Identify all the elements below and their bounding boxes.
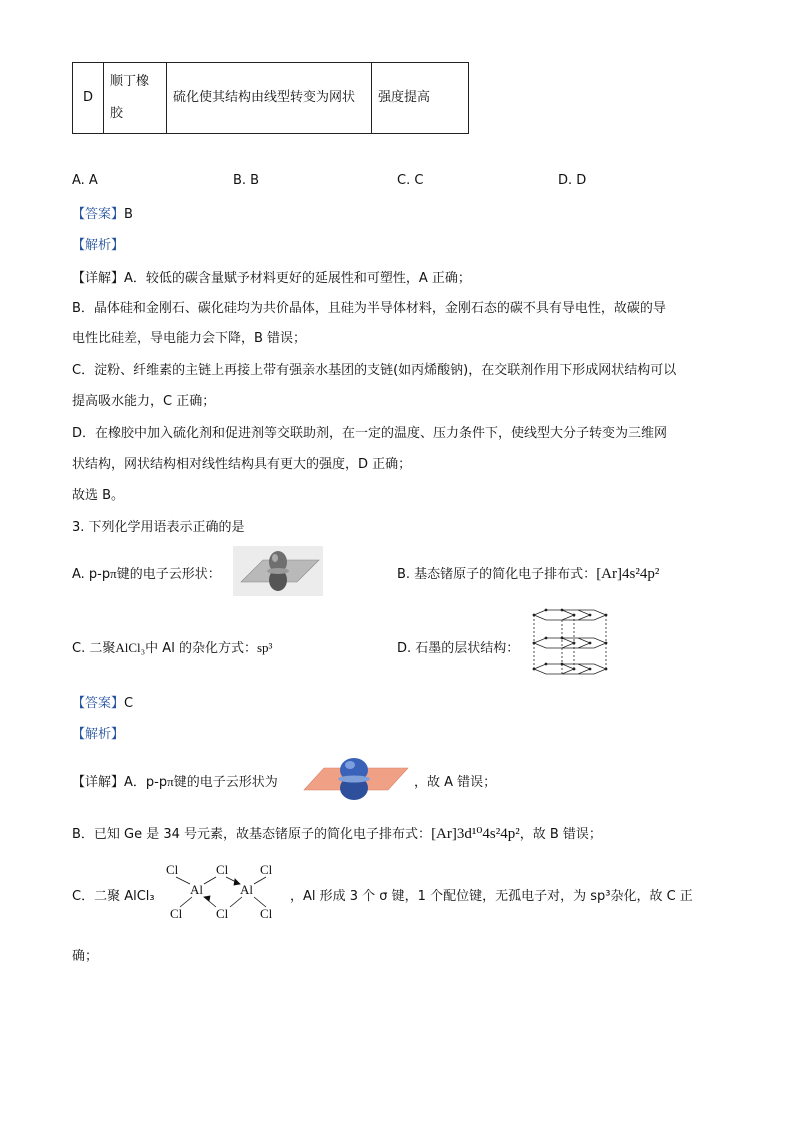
al-atom: Al <box>240 882 253 897</box>
graphite-structure-image <box>528 606 612 680</box>
graphite-layer <box>534 638 606 648</box>
q3-detail-c-pre: C．二聚 AlCl₃ <box>72 889 155 904</box>
answer-tag: 【答案】 <box>72 207 125 222</box>
explanation-c1: C．淀粉、纤维素的主链上再接上带有强亲水基团的支链(如丙烯酸钠)，在交联剂作用下形成网状结构可以 <box>72 363 677 378</box>
q3-option-b <box>397 563 659 583</box>
detail-pi-symbol: π <box>167 774 174 789</box>
explanation-b2: 电性比硅差，导电能力会下降，B 错误； <box>72 331 307 346</box>
answer-value: B <box>124 207 133 222</box>
option-c: C. C <box>397 173 424 188</box>
detail-a-mid: 键的电子云形状为 <box>173 775 278 790</box>
q3-a-text: 键的电子云形状： <box>116 567 221 582</box>
b-formula: [Ar]4s²4p² <box>596 566 660 582</box>
q3-option-c <box>72 637 272 656</box>
row-label: D <box>73 63 104 134</box>
options-table <box>72 62 469 134</box>
pi-symbol: π <box>110 566 117 581</box>
option-b: B. B <box>233 173 260 188</box>
explanation-a <box>72 267 471 286</box>
option-d: D. D <box>558 173 587 188</box>
detail-b-pre: B．已知 Ge 是 34 号元素，故基态锗原子的简化电子排布式： <box>72 827 432 842</box>
cl-atom: Cl <box>260 862 273 877</box>
cl-atom: Cl <box>216 906 229 921</box>
alcl3-dimer-structure <box>158 860 288 922</box>
c-chem: AlCl₃ <box>115 640 146 655</box>
detail-a-pre: A．p-p <box>124 775 168 790</box>
q3-a-label: A. p-p <box>72 567 111 582</box>
material-cell: 顺丁橡胶 <box>104 63 167 134</box>
cl-atom: Cl <box>166 862 179 877</box>
explanation-b1: B．晶体硅和金刚石、碳化硅均为共价晶体，且硅为半导体材料，金刚石态的碳不具有导电性，故碳的导 <box>72 301 666 316</box>
conclusion: 故选 B。 <box>72 488 125 503</box>
detail-a-post: ，故 A 错误； <box>414 775 497 790</box>
graphite-layer <box>534 664 606 674</box>
q3-b-label: B. 基态锗原子的简化电子排布式： <box>397 567 597 582</box>
explanation-d1: D．在橡胶中加入硫化剂和促进剂等交联助剂，在一定的温度、压力条件下，使线型大分子转变为三维网 <box>72 426 668 441</box>
pi-cloud-image <box>300 756 412 802</box>
q3-answer-tag: 【答案】 <box>72 696 125 711</box>
cl-atom: Cl <box>260 906 273 921</box>
sigma-cloud-image <box>233 546 323 596</box>
q3-detail-a <box>72 771 278 790</box>
process-cell: 硫化使其结构由线型转变为网状 <box>167 63 372 134</box>
q3-detail-tag: 【详解】 <box>72 775 125 790</box>
q3-detail-c-post: ，Al 形成 3 个 σ 键，1 个配位键，无孤电子对，为 sp³杂化，故 C 正 <box>290 889 693 904</box>
graphite-layer <box>534 610 606 620</box>
table-row <box>73 63 469 134</box>
q3-option-a <box>72 563 221 582</box>
explanation-d2: 状结构，网状结构相对线性结构具有更大的强度，D 正确； <box>72 457 412 472</box>
explanation-c2: 提高吸水能力，C 正确； <box>72 394 216 409</box>
q3-detail-b <box>72 823 602 843</box>
detail-b-post: ，故 B 错误； <box>519 827 602 842</box>
c-hyb: sp³ <box>256 640 273 655</box>
q3-c-mid: 中 Al 的杂化方式： <box>145 641 257 656</box>
q3-answer-value: C <box>124 696 134 711</box>
option-a: A. A <box>72 173 98 188</box>
q3-detail-c-end: 确； <box>72 949 99 964</box>
effect-cell: 强度提高 <box>372 63 469 134</box>
detail-b-formula: [Ar]3d¹⁰4s²4p² <box>431 826 520 842</box>
q3-option-d: D. 石墨的层状结构： <box>397 641 520 656</box>
al-atom: Al <box>190 882 203 897</box>
q3-stem: 3. 下列化学用语表示正确的是 <box>72 520 245 535</box>
detail-tag: 【详解】 <box>72 271 125 286</box>
cl-atom: Cl <box>216 862 229 877</box>
explanation-a-text: A．较低的碳含量赋予材料更好的延展性和可塑性，A 正确； <box>124 271 471 286</box>
answer-line <box>72 203 133 222</box>
q3-analysis-tag: 【解析】 <box>72 727 125 742</box>
analysis-tag: 【解析】 <box>72 238 125 253</box>
q3-answer-line <box>72 692 133 711</box>
q3-c-label: C. 二聚 <box>72 641 116 656</box>
cl-atom: Cl <box>170 906 183 921</box>
